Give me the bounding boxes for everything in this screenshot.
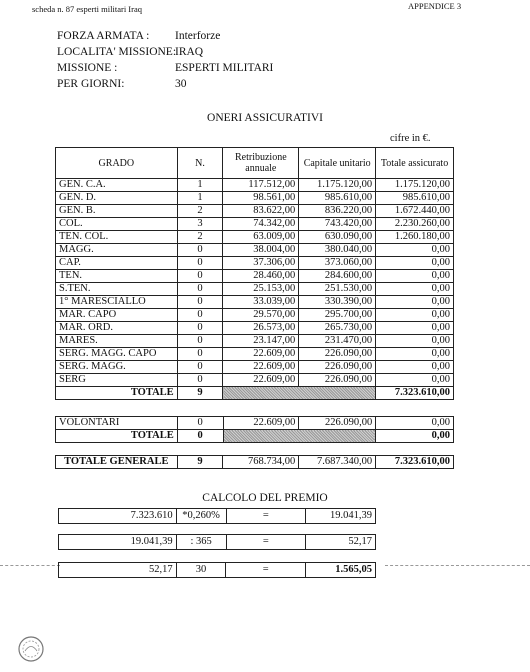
- totale-cell: 0,00: [376, 348, 454, 361]
- table-row: [56, 283, 454, 296]
- table-row: [56, 244, 454, 257]
- totale-cell: 0,00: [376, 283, 454, 296]
- calc-row-2: [58, 534, 376, 550]
- retribuzione-cell: 74.342,00: [223, 218, 299, 231]
- totale-generale-row: [56, 456, 454, 469]
- capitale-cell: 743.420,00: [299, 218, 376, 231]
- totale-cell: 0,00: [376, 322, 454, 335]
- totale-cell: 1.672.440,00: [376, 205, 454, 218]
- totale-amount: 0,00: [376, 430, 454, 443]
- retribuzione-cell: 63.009,00: [223, 231, 299, 244]
- column-header-capitale: Capitale unitario: [299, 148, 376, 179]
- calc-result-final: 1.565,05: [306, 563, 376, 578]
- info-label: FORZA ARMATA :: [57, 30, 150, 42]
- dashed-rule: [0, 565, 60, 566]
- info-value: Interforze: [175, 30, 221, 42]
- grado-cell: TEN. COL.: [56, 231, 178, 244]
- totale-generale-retribuzione: 768.734,00: [223, 456, 299, 469]
- grado-cell: VOLONTARI: [56, 417, 178, 430]
- retribuzione-cell: 117.512,00: [223, 179, 299, 192]
- totale-cell: 0,00: [376, 417, 454, 430]
- table-row: [56, 270, 454, 283]
- calcolo-title: CALCOLO DEL PREMIO: [202, 492, 328, 504]
- count-cell: 2: [177, 205, 223, 218]
- table-row: [56, 218, 454, 231]
- retribuzione-cell: 29.570,00: [223, 309, 299, 322]
- table-row: [56, 322, 454, 335]
- capitale-cell: 251.530,00: [299, 283, 376, 296]
- retribuzione-cell: 33.039,00: [223, 296, 299, 309]
- grado-cell: MAR. CAPO: [56, 309, 178, 322]
- grado-cell: CAP.: [56, 257, 178, 270]
- totale-cell: 2.230.260,00: [376, 218, 454, 231]
- totale-generale-label: TOTALE GENERALE: [56, 456, 178, 469]
- totale-cell: 0,00: [376, 270, 454, 283]
- calc-result: 19.041,39: [306, 509, 376, 524]
- totale-cell: 1.175.120,00: [376, 179, 454, 192]
- count-cell: 0: [177, 348, 223, 361]
- totale-label: TOTALE: [56, 430, 178, 443]
- table-row: [56, 361, 454, 374]
- capitale-cell: 373.060,00: [299, 257, 376, 270]
- appendix-label: APPENDICE 3: [408, 1, 462, 11]
- totale-cell: 0,00: [376, 257, 454, 270]
- column-header-retribuzione: Retribuzione annuale: [223, 148, 299, 179]
- totale-generale-capitale: 7.687.340,00: [299, 456, 376, 469]
- calc-row-3: [58, 562, 376, 578]
- retribuzione-cell: 37.306,00: [223, 257, 299, 270]
- calc-operand: 19.041,39: [59, 535, 177, 550]
- retribuzione-cell: 98.561,00: [223, 192, 299, 205]
- table-row: [56, 205, 454, 218]
- calc-operand: 52,17: [59, 563, 177, 578]
- totale-generale-table: [55, 455, 454, 469]
- retribuzione-cell: 83.622,00: [223, 205, 299, 218]
- capitale-cell: 330.390,00: [299, 296, 376, 309]
- grado-cell: GEN. B.: [56, 205, 178, 218]
- grado-cell: MARES.: [56, 335, 178, 348]
- capitale-cell: 265.730,00: [299, 322, 376, 335]
- count-cell: 2: [177, 231, 223, 244]
- calc-operand: 7.323.610: [59, 509, 177, 524]
- calc-operator: *0,260%: [176, 509, 226, 524]
- count-cell: 0: [177, 417, 223, 430]
- totale-row: [56, 430, 454, 443]
- info-label: MISSIONE :: [57, 62, 118, 74]
- capitale-cell: 231.470,00: [299, 335, 376, 348]
- grado-cell: GEN. D.: [56, 192, 178, 205]
- grado-cell: GEN. C.A.: [56, 179, 178, 192]
- grado-cell: MAGG.: [56, 244, 178, 257]
- retribuzione-cell: 22.609,00: [223, 348, 299, 361]
- table-header-row: [56, 148, 454, 179]
- totale-cell: 1.260.180,00: [376, 231, 454, 244]
- calc-equals: =: [226, 509, 306, 524]
- table-row: [56, 296, 454, 309]
- totale-generale-amount: 7.323.610,00: [376, 456, 454, 469]
- capitale-cell: 295.700,00: [299, 309, 376, 322]
- calc-row-1: [58, 508, 376, 524]
- shaded-cell: [223, 387, 376, 400]
- column-header-totale: Totale assicurato: [376, 148, 454, 179]
- grado-cell: TEN.: [56, 270, 178, 283]
- stamp-seal-icon: [16, 634, 46, 664]
- info-value: IRAQ: [175, 46, 204, 58]
- count-cell: 0: [177, 309, 223, 322]
- capitale-cell: 985.610,00: [299, 192, 376, 205]
- retribuzione-cell: 22.609,00: [223, 361, 299, 374]
- grado-cell: SERG. MAGG. CAPO: [56, 348, 178, 361]
- table-row: [56, 348, 454, 361]
- volontari-table: [55, 416, 454, 443]
- grado-cell: MAR. ORD.: [56, 322, 178, 335]
- grado-cell: SERG. MAGG.: [56, 361, 178, 374]
- info-value: 30: [175, 78, 187, 90]
- calc-equals: =: [226, 563, 306, 578]
- grado-cell: COL.: [56, 218, 178, 231]
- insurance-table: [55, 147, 454, 400]
- capitale-cell: 226.090,00: [299, 348, 376, 361]
- retribuzione-cell: 22.609,00: [223, 417, 299, 430]
- table-row: [56, 374, 454, 387]
- dashed-rule: [385, 565, 530, 566]
- count-cell: 0: [177, 374, 223, 387]
- count-cell: 0: [177, 335, 223, 348]
- capitale-cell: 380.040,00: [299, 244, 376, 257]
- grado-cell: 1° MARESCIALLO: [56, 296, 178, 309]
- document-reference: scheda n. 87 esperti militari Iraq: [32, 4, 142, 14]
- count-cell: 0: [177, 322, 223, 335]
- count-cell: 1: [177, 192, 223, 205]
- capitale-cell: 630.090,00: [299, 231, 376, 244]
- capitale-cell: 836.220,00: [299, 205, 376, 218]
- count-cell: 3: [177, 218, 223, 231]
- totale-amount: 7.323.610,00: [376, 387, 454, 400]
- count-cell: 0: [177, 361, 223, 374]
- info-value: ESPERTI MILITARI: [175, 62, 274, 74]
- calc-result: 52,17: [306, 535, 376, 550]
- table-row: [56, 179, 454, 192]
- retribuzione-cell: 23.147,00: [223, 335, 299, 348]
- calc-operator: 30: [176, 563, 226, 578]
- totale-cell: 0,00: [376, 244, 454, 257]
- grado-cell: S.TEN.: [56, 283, 178, 296]
- column-header-grado: GRADO: [56, 148, 178, 179]
- info-label: LOCALITA' MISSIONE:: [57, 46, 177, 58]
- retribuzione-cell: 26.573,00: [223, 322, 299, 335]
- totale-cell: 985.610,00: [376, 192, 454, 205]
- totale-cell: 0,00: [376, 361, 454, 374]
- totale-cell: 0,00: [376, 296, 454, 309]
- grado-cell: SERG: [56, 374, 178, 387]
- capitale-cell: 226.090,00: [299, 361, 376, 374]
- totale-cell: 0,00: [376, 374, 454, 387]
- retribuzione-cell: 22.609,00: [223, 374, 299, 387]
- shaded-cell: [223, 430, 376, 443]
- capitale-cell: 226.090,00: [299, 374, 376, 387]
- table-row: [56, 231, 454, 244]
- calc-operator: : 365: [176, 535, 226, 550]
- units-note: cifre in €.: [390, 133, 431, 144]
- totale-label: TOTALE: [56, 387, 178, 400]
- totale-count: 0: [177, 430, 223, 443]
- section-title: ONERI ASSICURATIVI: [207, 112, 323, 124]
- capitale-cell: 284.600,00: [299, 270, 376, 283]
- totale-row: [56, 387, 454, 400]
- count-cell: 0: [177, 270, 223, 283]
- count-cell: 1: [177, 179, 223, 192]
- calc-equals: =: [226, 535, 306, 550]
- totale-cell: 0,00: [376, 309, 454, 322]
- table-row: [56, 192, 454, 205]
- table-row: [56, 335, 454, 348]
- column-header-n: N.: [177, 148, 223, 179]
- count-cell: 0: [177, 296, 223, 309]
- retribuzione-cell: 28.460,00: [223, 270, 299, 283]
- capitale-cell: 226.090,00: [299, 417, 376, 430]
- totale-count: 9: [177, 387, 223, 400]
- totale-cell: 0,00: [376, 335, 454, 348]
- count-cell: 0: [177, 257, 223, 270]
- table-row: [56, 309, 454, 322]
- capitale-cell: 1.175.120,00: [299, 179, 376, 192]
- totale-generale-count: 9: [177, 456, 223, 469]
- table-row: [56, 257, 454, 270]
- info-label: PER GIORNI:: [57, 78, 125, 90]
- retribuzione-cell: 38.004,00: [223, 244, 299, 257]
- retribuzione-cell: 25.153,00: [223, 283, 299, 296]
- count-cell: 0: [177, 244, 223, 257]
- count-cell: 0: [177, 283, 223, 296]
- table-row: [56, 417, 454, 430]
